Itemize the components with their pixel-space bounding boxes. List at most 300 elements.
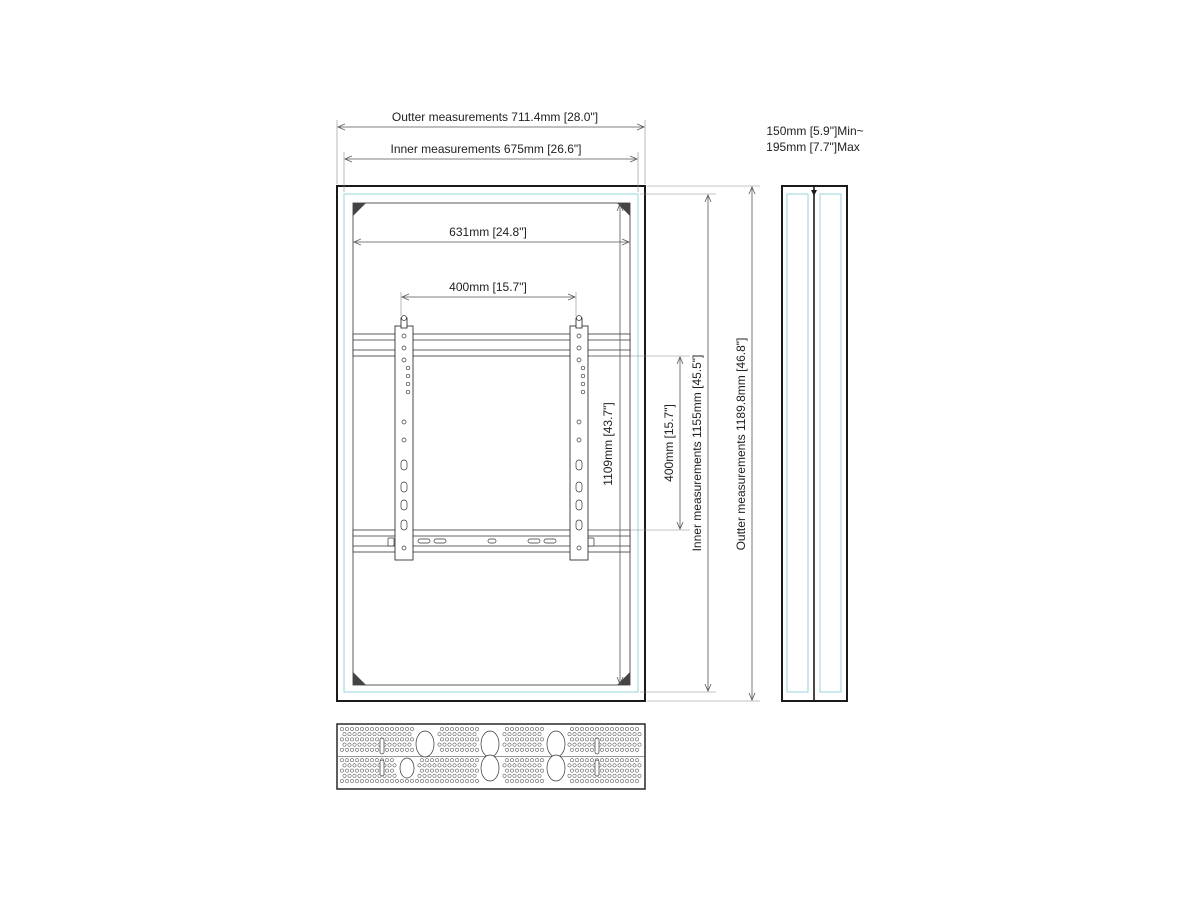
plate-hole [378,733,381,736]
plate-hole [595,727,598,730]
plate-hole [358,764,361,767]
plate-hole [638,764,641,767]
plate-hole [535,748,538,751]
plate-hole [625,727,628,730]
plate-hole [345,738,348,741]
plate-hole [445,727,448,730]
plate-hole [593,733,596,736]
plate-hole [540,769,543,772]
plate-hole [368,733,371,736]
plate-hole [638,743,641,746]
plate-hole [375,748,378,751]
plate-hole [568,774,571,777]
plate-hole [520,759,523,762]
plate-hole [355,769,358,772]
plate-hole [345,748,348,751]
plate-hole [433,774,436,777]
plate-hole [515,759,518,762]
plate-oval-cutout [547,755,565,781]
plate-hole [370,769,373,772]
plate-hole [385,748,388,751]
plate-hole [475,738,478,741]
plate-hole [600,738,603,741]
plate-hole [385,779,388,782]
plate-hole [353,774,356,777]
plate-hole [445,779,448,782]
plate-hole [605,769,608,772]
plate-hole [370,759,373,762]
plate-hole [503,774,506,777]
plate-hole [470,779,473,782]
plate-hole [395,727,398,730]
plate-hole [525,748,528,751]
plate-hole [505,779,508,782]
plate-hole [465,769,468,772]
plate-hole [438,764,441,767]
plate-hole [520,769,523,772]
plate-hole [453,743,456,746]
plate-hole [430,779,433,782]
plate-hole [570,769,573,772]
plate-hole [450,779,453,782]
plate-hole [385,759,388,762]
plate-hole [630,769,633,772]
plate-hole [515,779,518,782]
plate-hole [348,774,351,777]
plate-hole [355,748,358,751]
plate-hole [410,748,413,751]
plate-hole [638,774,641,777]
plate-hole [583,733,586,736]
plate-hole [475,779,478,782]
plate-hole [510,759,513,762]
plate-hole [348,743,351,746]
plate-hole [393,774,396,777]
height-400-label: 400mm [15.7"] [662,404,676,482]
plate-hole [443,774,446,777]
plate-hole [423,774,426,777]
plate-hole [353,743,356,746]
plate-hole [568,764,571,767]
plate-hole [375,727,378,730]
plate-hole [368,743,371,746]
plate-hole [425,769,428,772]
plate-oval-cutout [481,731,499,757]
plate-hole [453,764,456,767]
plate-hole [528,774,531,777]
plate-hole [420,759,423,762]
plate-hole [570,738,573,741]
plate-hole [358,774,361,777]
plate-hole [470,759,473,762]
plate-hole [395,748,398,751]
plate-hole [355,759,358,762]
plate-hole [360,769,363,772]
plate-hole [580,738,583,741]
plate-hole [340,738,343,741]
plate-hole [505,769,508,772]
plate-hole [363,733,366,736]
plate-hole [475,748,478,751]
plate-hole [398,733,401,736]
plate-hole [403,733,406,736]
plate-hole [458,774,461,777]
plate-hole [400,727,403,730]
plate-hole [475,759,478,762]
plate-hole [590,727,593,730]
plate-hole [448,764,451,767]
plate-hole [400,748,403,751]
plate-hole [395,738,398,741]
plate-hole [615,748,618,751]
plate-hole [373,733,376,736]
plate-hole [388,764,391,767]
plate-hole [373,764,376,767]
plate-hole [420,779,423,782]
plate-hole [363,743,366,746]
plate-hole [383,733,386,736]
plate-hole [525,759,528,762]
plate-hole [435,769,438,772]
plate-hole [525,738,528,741]
plate-hole [575,759,578,762]
left-vertical-bracket [395,316,413,561]
plate-hole [458,764,461,767]
plate-hole [423,764,426,767]
plate-hole [578,733,581,736]
plate-hole [618,764,621,767]
plate-hole [385,769,388,772]
plate-hole [605,738,608,741]
plate-hole [343,733,346,736]
plate-hole [473,764,476,767]
plate-hole [510,769,513,772]
plate-slot [380,738,384,754]
plate-hole [345,759,348,762]
plate-hole [375,759,378,762]
plate-hole [425,779,428,782]
plate-hole [540,738,543,741]
plate-hole [620,748,623,751]
plate-hole [633,743,636,746]
plate-hole [523,743,526,746]
plate-hole [518,733,521,736]
plate-hole [623,743,626,746]
plate-hole [465,748,468,751]
plate-hole [625,738,628,741]
plate-hole [633,764,636,767]
plate-hole [588,733,591,736]
plate-hole [583,743,586,746]
plate-hole [473,733,476,736]
plate-hole [340,748,343,751]
plate-hole [603,764,606,767]
plate-hole [380,727,383,730]
plate-hole [450,727,453,730]
plate-hole [355,779,358,782]
plate-hole [428,774,431,777]
plate-hole [590,748,593,751]
plate-hole [393,743,396,746]
plate-hole [570,779,573,782]
plate-hole [580,779,583,782]
plate-hole [465,738,468,741]
plate-hole [460,738,463,741]
plate-hole [360,748,363,751]
plate-hole [570,759,573,762]
plate-hole [340,769,343,772]
plate-hole [440,769,443,772]
plate-hole [590,779,593,782]
bottom-plate-view [337,724,645,789]
plate-hole [418,774,421,777]
plate-hole [350,738,353,741]
plate-hole [583,774,586,777]
plate-hole [353,733,356,736]
plate-hole [600,748,603,751]
plate-hole [403,743,406,746]
plate-hole [453,733,456,736]
plate-hole [410,738,413,741]
plate-hole [475,769,478,772]
plate-hole [348,733,351,736]
plate-hole [535,769,538,772]
plate-hole [533,774,536,777]
plate-hole [638,733,641,736]
plate-oval-cutout [416,731,434,757]
plate-hole [448,733,451,736]
plate-hole [435,759,438,762]
plate-hole [538,743,541,746]
plate-hole [530,748,533,751]
plate-hole [418,764,421,767]
side-view [766,124,863,701]
plate-hole [460,769,463,772]
plate-hole [620,727,623,730]
plate-hole [600,727,603,730]
plate-hole [525,769,528,772]
plate-hole [508,743,511,746]
plate-hole [523,733,526,736]
plate-hole [528,764,531,767]
plate-hole [465,727,468,730]
plate-hole [428,764,431,767]
plate-hole [530,727,533,730]
plate-hole [510,738,513,741]
plate-hole [540,759,543,762]
plate-hole [460,759,463,762]
plate-hole [450,748,453,751]
plate-hole [515,748,518,751]
plate-hole [535,727,538,730]
plate-hole [468,774,471,777]
plate-hole [605,759,608,762]
plate-oval-cutout [547,731,565,757]
plate-hole [630,738,633,741]
plate-hole [575,727,578,730]
plate-hole [530,738,533,741]
plate-hole [528,743,531,746]
plate-hole [358,733,361,736]
plate-hole [608,733,611,736]
plate-hole [605,727,608,730]
plate-hole [635,727,638,730]
plate-hole [463,743,466,746]
plate-hole [628,743,631,746]
plate-hole [618,774,621,777]
plate-hole [523,774,526,777]
plate-hole [465,779,468,782]
plate-hole [440,779,443,782]
plate-hole [615,769,618,772]
plate-hole [368,764,371,767]
upper-rail [353,334,630,356]
plate-hole [460,727,463,730]
plate-hole [363,774,366,777]
plate-hole [508,764,511,767]
plate-hole [568,743,571,746]
plate-hole [580,748,583,751]
plate-hole [590,738,593,741]
plate-hole [608,764,611,767]
plate-hole [515,738,518,741]
plate-hole [438,733,441,736]
plate-hole [580,759,583,762]
plate-hole [390,738,393,741]
plate-hole [430,769,433,772]
plate-hole [400,738,403,741]
depth-max-label: 195mm [7.7"]Max [766,140,860,154]
plate-hole [455,748,458,751]
plate-hole [630,759,633,762]
plate-hole [503,743,506,746]
plate-hole [388,733,391,736]
plate-hole [365,769,368,772]
plate-hole [395,779,398,782]
plate-hole [475,727,478,730]
plate-hole [390,727,393,730]
plate-hole [445,769,448,772]
plate-hole [625,748,628,751]
plate-hole [503,733,506,736]
plate-hole [470,769,473,772]
plate-hole [575,779,578,782]
plate-hole [620,738,623,741]
plate-hole [573,743,576,746]
plate-hole [370,738,373,741]
plate-hole [468,764,471,767]
plate-hole [473,743,476,746]
plate-hole [610,769,613,772]
plate-hole [520,727,523,730]
plate-hole [503,764,506,767]
plate-hole [365,748,368,751]
plate-hole [505,748,508,751]
plate-hole [515,769,518,772]
plate-hole [365,759,368,762]
plate-hole [630,779,633,782]
plate-hole [515,727,518,730]
plate-hole [373,743,376,746]
plate-hole [613,743,616,746]
plate-hole [380,779,383,782]
plate-hole [463,764,466,767]
inner-height-label: Inner measurements 1155mm [45.5"] [690,354,704,552]
plate-hole [438,743,441,746]
plate-hole [365,727,368,730]
plate-hole [523,764,526,767]
plate-hole [388,743,391,746]
plate-hole [375,738,378,741]
plate-hole [443,733,446,736]
plate-hole [573,733,576,736]
plate-hole [510,748,513,751]
plate-hole [453,774,456,777]
plate-hole [540,727,543,730]
plate-hole [623,733,626,736]
width-631-label: 631mm [24.8"] [449,225,527,239]
plate-hole [608,774,611,777]
plate-hole [603,743,606,746]
plate-hole [625,769,628,772]
plate-hole [525,779,528,782]
plate-hole [343,764,346,767]
plate-hole [580,769,583,772]
plate-hole [588,743,591,746]
plate-hole [465,759,468,762]
plate-hole [360,779,363,782]
plate-hole [445,748,448,751]
plate-hole [635,738,638,741]
plate-hole [470,748,473,751]
plate-hole [463,733,466,736]
plate-hole [353,764,356,767]
plate-hole [433,764,436,767]
plate-hole [518,743,521,746]
plate-hole [525,727,528,730]
plate-hole [393,764,396,767]
plate-hole [625,759,628,762]
plate-slot [595,738,599,754]
plate-hole [455,738,458,741]
plate-hole [533,764,536,767]
plate-hole [440,738,443,741]
plate-hole [635,759,638,762]
plate-hole [610,738,613,741]
plate-hole [343,774,346,777]
plate-hole [578,764,581,767]
plate-hole [468,733,471,736]
plate-hole [513,764,516,767]
plate-hole [508,774,511,777]
plate-hole [605,748,608,751]
plate-hole [573,764,576,767]
plate-hole [460,748,463,751]
plate-hole [388,774,391,777]
plate-hole [630,748,633,751]
plate-hole [460,779,463,782]
plate-hole [585,779,588,782]
plate-hole [365,779,368,782]
plate-hole [513,743,516,746]
plate-hole [623,764,626,767]
inner-width-label: Inner measurements 675mm [26.6"] [390,142,582,156]
plate-hole [455,759,458,762]
plate-hole [458,743,461,746]
plate-hole [520,748,523,751]
plate-hole [618,733,621,736]
plate-hole [603,733,606,736]
